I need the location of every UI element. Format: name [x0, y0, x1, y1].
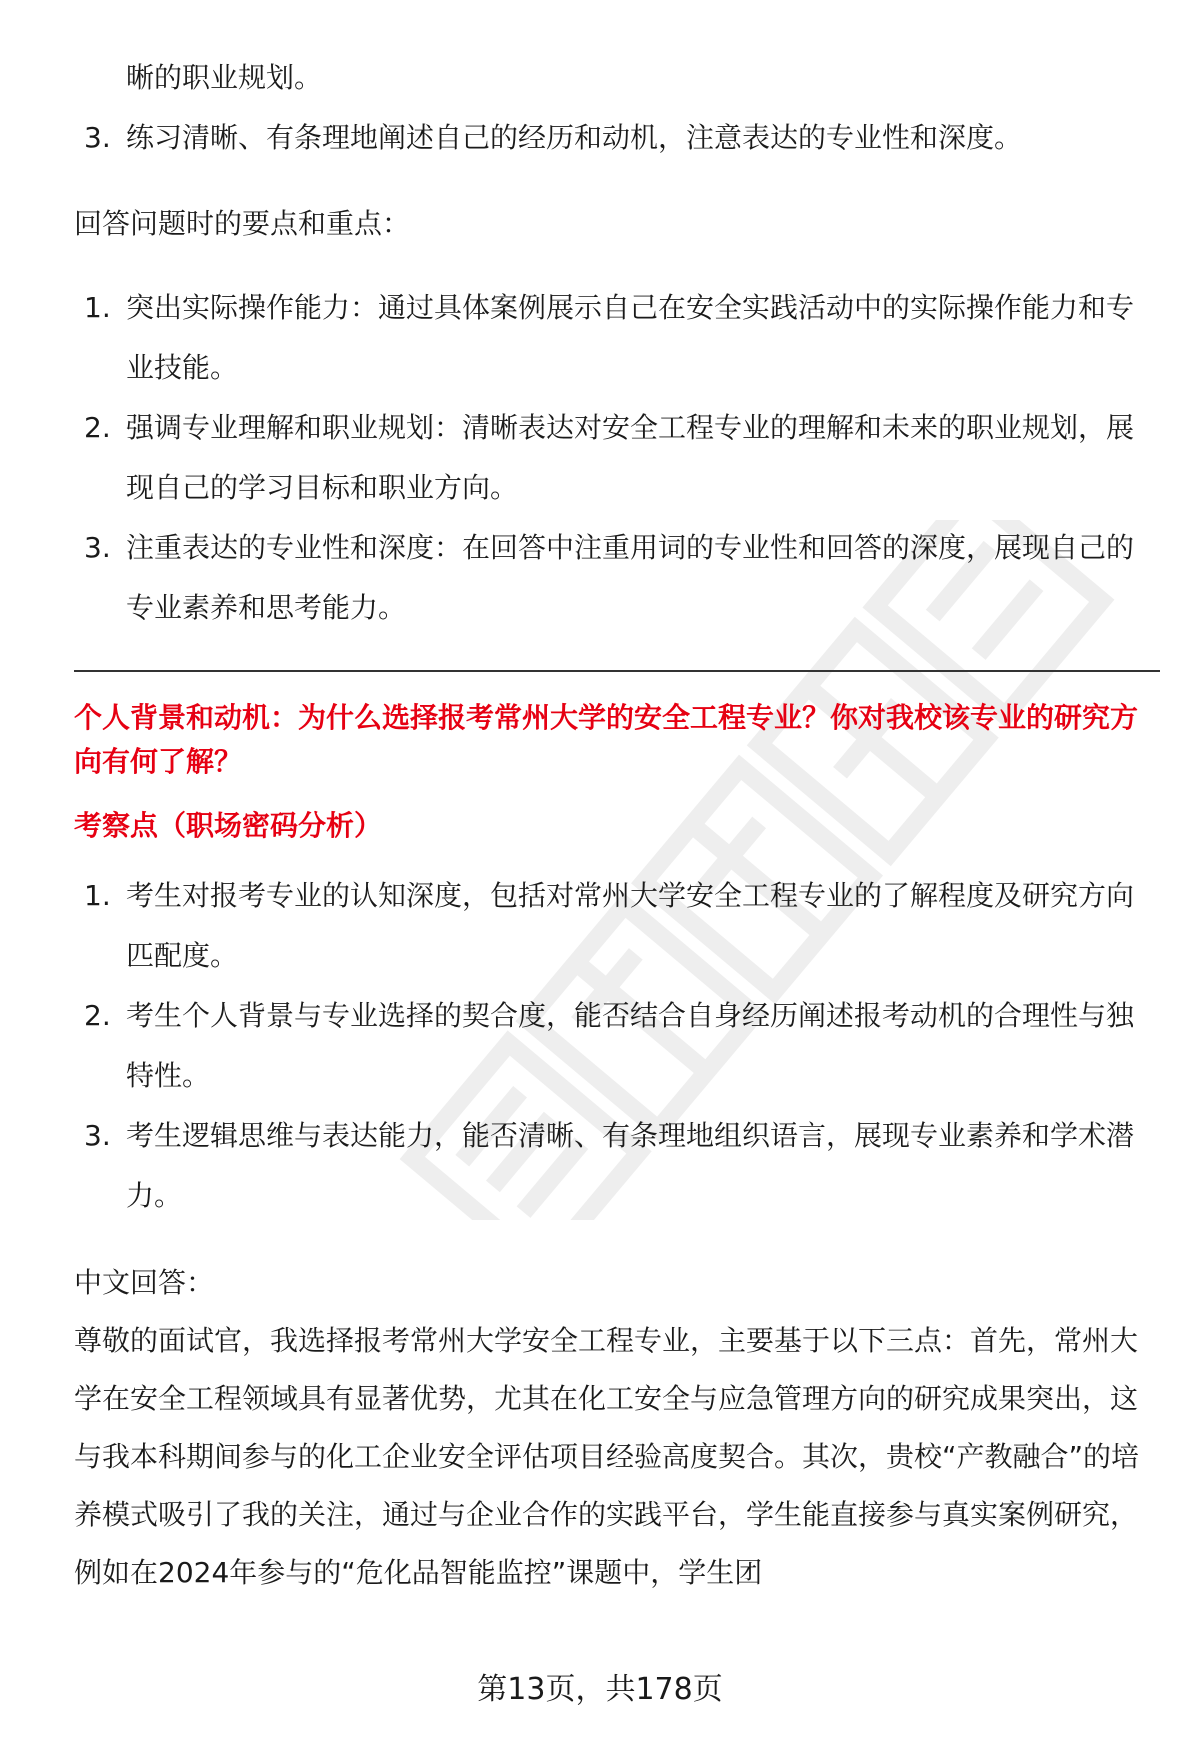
list-item: [74, 866, 1160, 986]
answer-paragraph: 尊敬的面试官，我选择报考常州大学安全工程专业，主要基于以下三点：首先，常州大学在安全工程领域具有显著优势，尤其在化工安全与应急管理方向的研究成果突出，这与我本科期间参与的化工企业安全评估项目经验高度契合。其次，贵校“产教融合”的培养模式吸引了我的关注，通过与企业合作的实践平台，学生能直接参与真实案例研究，例如在2024年参与的“危化品智能监控”课题中，学生团: [74, 1324, 1140, 1589]
page-content: [74, 48, 1160, 1602]
key-points-heading: 回答问题时的要点和重点：: [74, 207, 411, 240]
list-continuation: 晰的职业规划。: [126, 61, 323, 94]
list-text: 考生对报考专业的认知深度，包括对常州大学安全工程专业的了解程度及研究方向匹配度。: [126, 879, 1135, 972]
list-number: 3.: [84, 1119, 111, 1152]
list-number: 1.: [84, 291, 111, 324]
section-divider: [74, 670, 1160, 672]
list-text: 考生逻辑思维与表达能力，能否清晰、有条理地组织语言，展现专业素养和学术潜力。: [126, 1119, 1135, 1212]
list-item: [74, 278, 1160, 398]
list-number: 2.: [84, 999, 111, 1032]
page-number-footer: 第13页，共178页: [477, 1672, 723, 1707]
list-item: [74, 986, 1160, 1106]
list-text: 强调专业理解和职业规划：清晰表达对安全工程专业的理解和未来的职业规划，展现自己的学习目标和职业方向。: [126, 411, 1135, 504]
prep-list: [74, 108, 1160, 168]
list-number: 3.: [84, 531, 111, 564]
list-item: [74, 108, 1160, 168]
list-item: [74, 1106, 1160, 1226]
answer-label: 中文回答：: [74, 1266, 215, 1299]
list-text: 考生个人背景与专业选择的契合度，能否结合自身经历阐述报考动机的合理性与独特性。: [126, 999, 1135, 1092]
list-number: 1.: [84, 879, 111, 912]
list-number: 3.: [84, 121, 111, 154]
key-points-list: [74, 278, 1160, 638]
list-item: [74, 518, 1160, 638]
list-text: 练习清晰、有条理地阐述自己的经历和动机，注意表达的专业性和深度。: [126, 121, 1023, 154]
question-subtitle: 考察点（职场密码分析）: [74, 809, 383, 842]
assessment-list: [74, 866, 1160, 1226]
list-text: 注重表达的专业性和深度：在回答中注重用词的专业性和回答的深度，展现自己的专业素养和思考能力。: [126, 531, 1135, 624]
question-title: 个人背景和动机：为什么选择报考常州大学的安全工程专业？你对我校该专业的研究方向有何了解？: [74, 701, 1139, 778]
list-item: [74, 398, 1160, 518]
list-text: 突出实际操作能力：通过具体案例展示自己在安全实践活动中的实际操作能力和专业技能。: [126, 291, 1135, 384]
list-number: 2.: [84, 411, 111, 444]
